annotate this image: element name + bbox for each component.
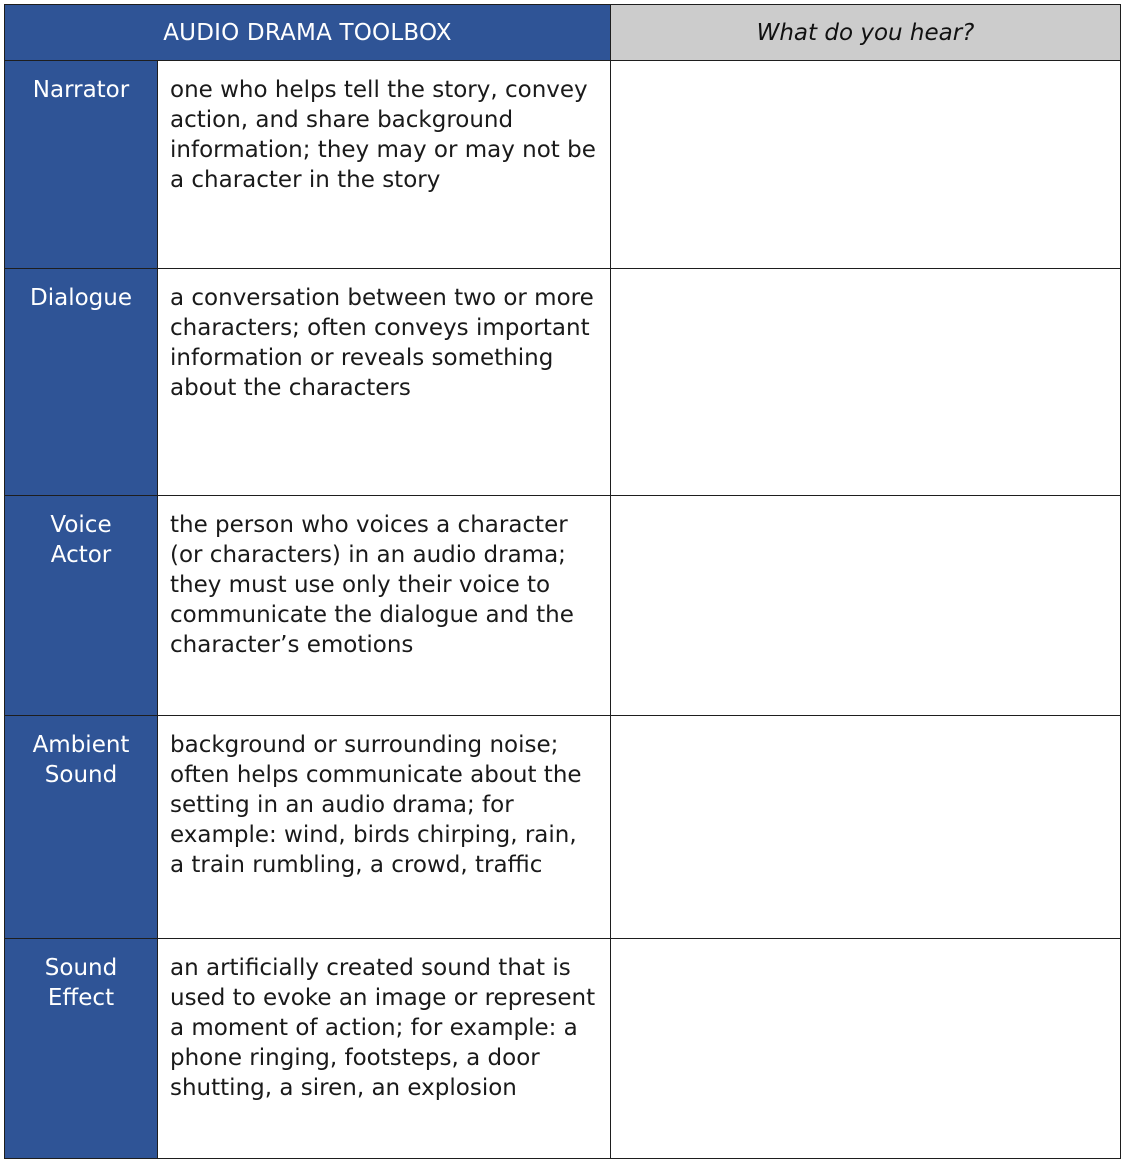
term-label: Dialogue — [30, 285, 132, 311]
response-cell-voice-actor[interactable] — [611, 496, 1121, 716]
term-label-line-1: Sound — [44, 955, 118, 981]
table-row-sound-effect — [5, 939, 1121, 1159]
response-cell-ambient-sound[interactable] — [611, 716, 1121, 939]
table-row-voice-actor — [5, 496, 1121, 716]
term-label: Narrator — [32, 77, 130, 103]
response-cell-dialogue[interactable] — [611, 269, 1121, 496]
term-label-line-2: Effect — [47, 985, 115, 1011]
definition-cell-dialogue: a conversation between two or more characters; often conveys important information or reveals something about the characters — [158, 269, 611, 496]
term-label-line-1: Voice — [50, 512, 112, 538]
term-cell-voice-actor — [5, 496, 158, 716]
term-cell-sound-effect — [5, 939, 158, 1159]
response-cell-narrator[interactable] — [611, 61, 1121, 269]
definition-cell-narrator: one who helps tell the story, convey action, and share background information; they may or may not be a character in the story — [158, 61, 611, 269]
term-label-line-2: Sound — [44, 762, 118, 788]
table-title: AUDIO DRAMA TOOLBOX — [5, 5, 611, 61]
term-label-line-1: Ambient — [32, 732, 130, 758]
term-label-line-2: Actor — [50, 542, 112, 568]
definition-cell-ambient-sound: background or surrounding noise; often helps communicate about the setting in an audio drama; for example: wind, birds chirping, rain, a train rumbling, a crowd, traffic — [158, 716, 611, 939]
response-cell-sound-effect[interactable] — [611, 939, 1121, 1159]
definition-cell-voice-actor: the person who voices a character (or characters) in an audio drama; they must use only their voice to communicate the dialogue and the character’s emotions — [158, 496, 611, 716]
audio-drama-toolbox-table — [4, 4, 1121, 1159]
table-row-dialogue — [5, 269, 1121, 496]
term-cell-ambient-sound — [5, 716, 158, 939]
term-cell-narrator — [5, 61, 158, 269]
table-row-narrator — [5, 61, 1121, 269]
table-row-ambient-sound — [5, 716, 1121, 939]
term-cell-dialogue — [5, 269, 158, 496]
definition-cell-sound-effect: an artificially created sound that is used to evoke an image or represent a moment of action; for example: a phone ringing, footsteps, a door shutting, a siren, an explosion — [158, 939, 611, 1159]
table-header-row — [5, 5, 1121, 61]
column-header-what-do-you-hear: What do you hear? — [611, 5, 1121, 61]
